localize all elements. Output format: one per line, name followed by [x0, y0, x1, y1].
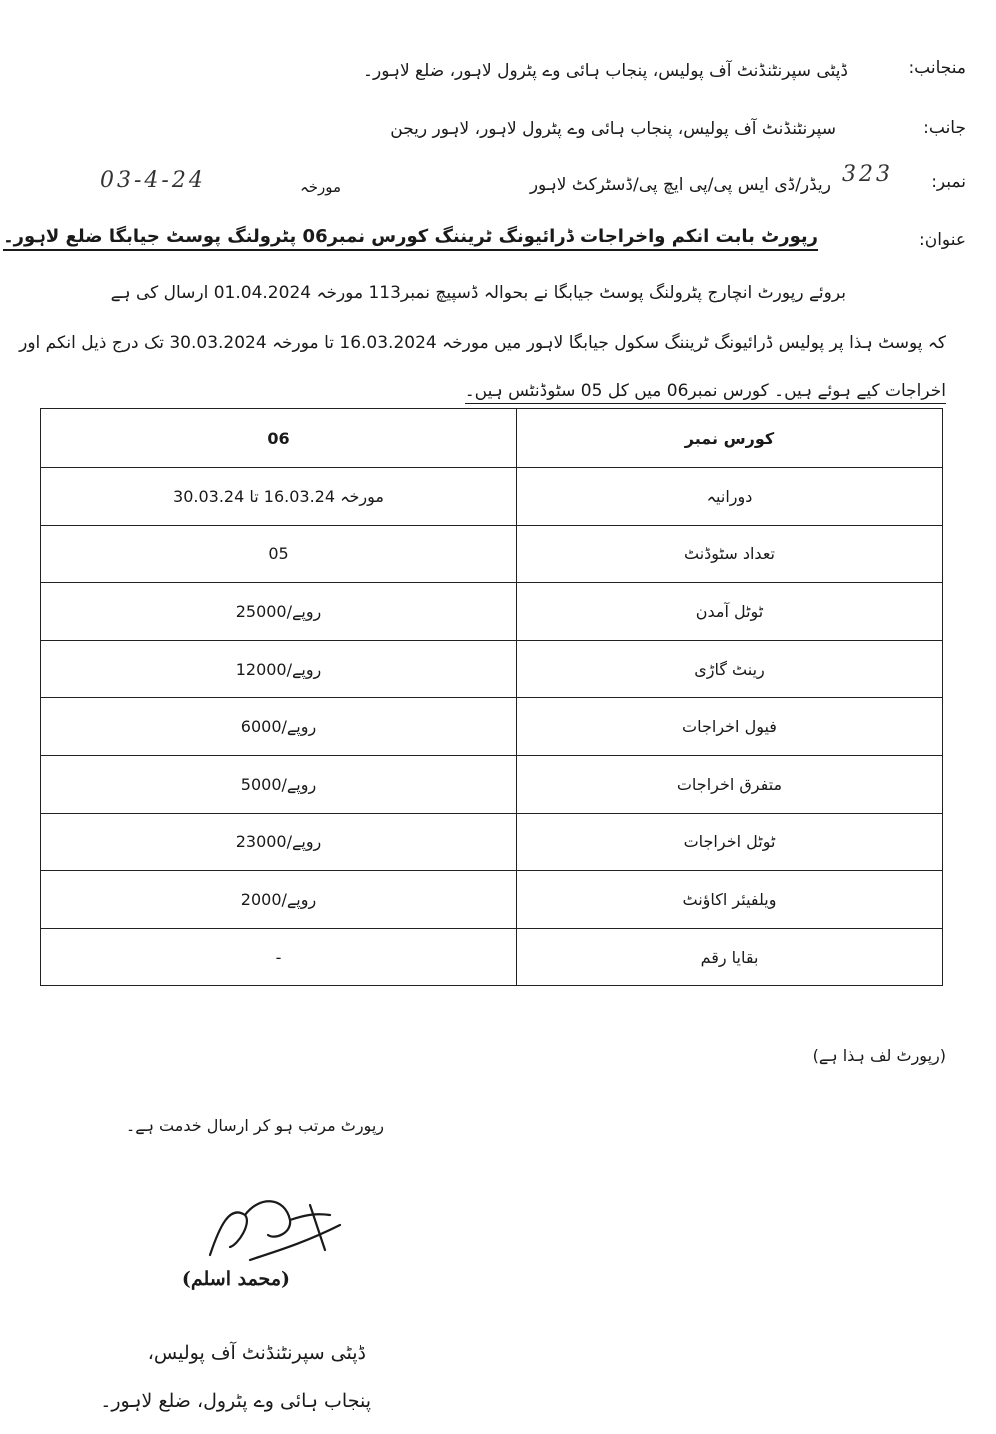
- body-line-1: بروئے رپورٹ انچارج پٹرولنگ پوسٹ جیابگا نے بحوالہ ڈسپیچ نمبر113 مورخہ 01.04.2024 ارسال کی ہے: [110, 283, 846, 303]
- body-line-2: کہ پوسٹ ہذا پر پولیس ڈرائیونگ ٹریننگ سکول جیابگا لاہور میں مورخہ 16.03.2024 تا مورخہ 30.03.2024 تک درج ذیل انکم اور: [19, 333, 946, 353]
- value-cell: 23000/روپے: [41, 813, 517, 871]
- table-row: [41, 640, 943, 698]
- table-row: [41, 525, 943, 583]
- number-text: ریڈر/ڈی ایس پی/پی ایچ پی/ڈسٹرکٹ لاہور: [529, 175, 831, 195]
- value-cell: 05: [41, 525, 517, 583]
- label-cell: ٹوٹل آمدن: [517, 583, 943, 641]
- label-cell: متفرق اخراجات: [517, 755, 943, 813]
- label-cell: بقایا رقم: [517, 928, 943, 986]
- date-label: مورخہ: [300, 178, 342, 196]
- label-cell: فیول اخراجات: [517, 698, 943, 756]
- header-value-cell: 06: [41, 409, 517, 468]
- label-cell: ویلفیئر اکاؤنٹ: [517, 871, 943, 929]
- value-cell: مورخہ 16.03.24 تا 30.03.24: [41, 468, 517, 526]
- table-row: [41, 698, 943, 756]
- table-row: [41, 928, 943, 986]
- value-cell: 2000/روپے: [41, 871, 517, 929]
- closing-line: رپورٹ مرتب ہو کر ارسال خدمت ہے۔: [125, 1116, 384, 1135]
- number-label: نمبر:: [931, 172, 966, 192]
- table-row: [41, 813, 943, 871]
- table-row: [41, 755, 943, 813]
- table-row: [41, 468, 943, 526]
- to-label: جانب:: [923, 118, 966, 138]
- to-value: سپرنٹنڈنٹ آف پولیس، پنجاب ہائی وے پٹرول لاہور، لاہور ریجن: [390, 119, 836, 139]
- value-cell: 5000/روپے: [41, 755, 517, 813]
- number-value: 323: [842, 162, 893, 187]
- subject-value: رپورٹ بابت انکم واخراجات ڈرائیونگ ٹریننگ کورس نمبر06 پٹرولنگ پوسٹ جیابگا ضلع لاہور۔: [3, 226, 818, 251]
- enclosure-note: (رپورٹ لف ہذا ہے): [812, 1046, 946, 1065]
- label-cell: دورانیہ: [517, 468, 943, 526]
- value-cell: -: [41, 928, 517, 986]
- signature-mark: [190, 1185, 370, 1275]
- body-line-3: اخراجات کیے ہوئے ہیں۔ کورس نمبر06 میں کل 05 سٹوڈنٹس ہیں۔: [465, 380, 946, 404]
- label-cell: تعداد سٹوڈنٹ: [517, 525, 943, 583]
- signatory-name: (محمد اسلم): [181, 1268, 290, 1290]
- value-cell: 6000/روپے: [41, 698, 517, 756]
- label-cell: ٹوٹل اخراجات: [517, 813, 943, 871]
- signatory-title-1: ڈپٹی سپرنٹنڈنٹ آف پولیس،: [147, 1342, 366, 1364]
- subject-label: عنوان:: [919, 230, 966, 250]
- value-cell: 25000/روپے: [41, 583, 517, 641]
- course-table: [40, 408, 943, 986]
- from-value: ڈپٹی سپرنٹنڈنٹ آف پولیس، پنجاب ہائی وے پٹرول لاہور، ضلع لاہور۔: [363, 61, 848, 81]
- table-header-row: [41, 409, 943, 468]
- label-cell: رینٹ گاڑی: [517, 640, 943, 698]
- signatory-title-2: پنجاب ہائی وے پٹرول، ضلع لاہور۔: [100, 1390, 371, 1412]
- from-label: منجانب:: [908, 58, 966, 78]
- header-label-cell: کورس نمبر: [517, 409, 943, 468]
- value-cell: 12000/روپے: [41, 640, 517, 698]
- date-value: 03-4-24: [100, 168, 206, 193]
- table-row: [41, 871, 943, 929]
- table-row: [41, 583, 943, 641]
